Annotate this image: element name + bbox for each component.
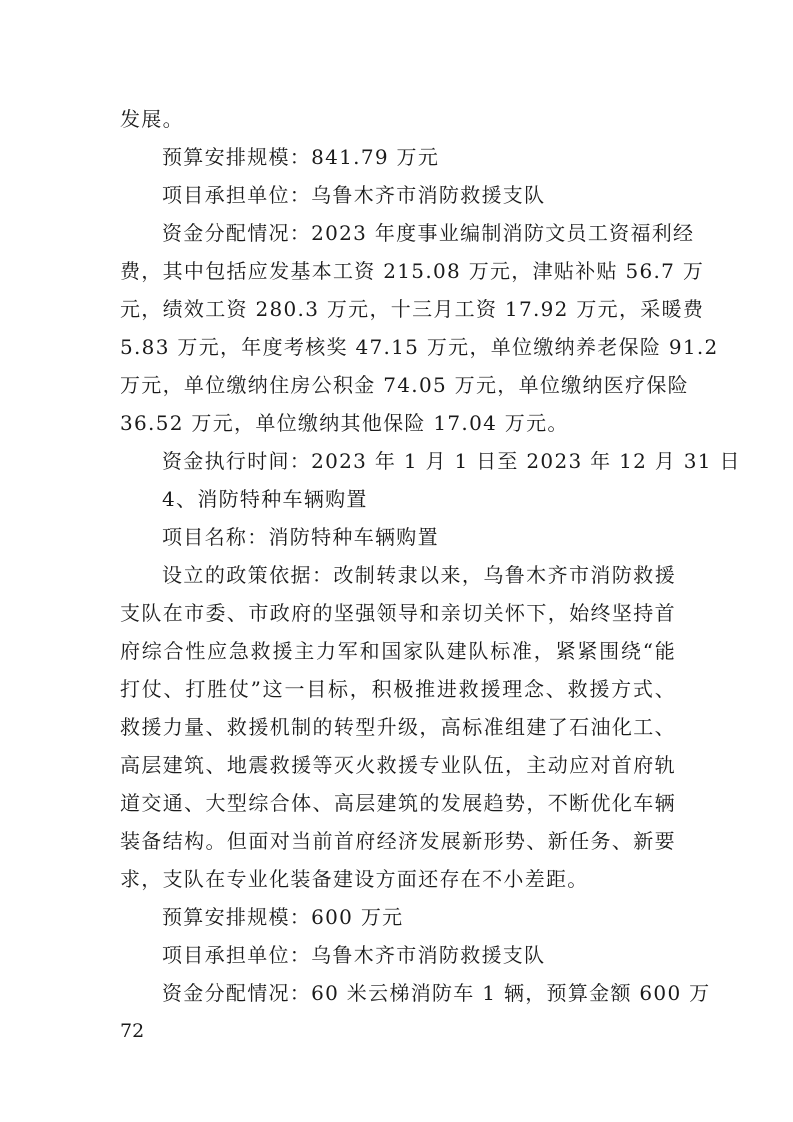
paragraph-line: 36.52 万元，单位缴纳其他保险 17.04 万元。 <box>120 411 569 435</box>
paragraph-line: 元，绩效工资 280.3 万元，十三月工资 17.92 万元，采暖费 <box>120 297 705 321</box>
execution-time-line: 资金执行时间：2023 年 1 月 1 日至 2023 年 12 月 31 日 <box>162 449 741 473</box>
page-number: 72 <box>120 1020 145 1042</box>
paragraph-line: 打仗、打胜仗”这一目标，积极推进救援理念、救援方式、 <box>120 677 676 701</box>
responsible-unit-line: 项目承担单位：乌鲁木齐市消防救援支队 <box>162 943 546 967</box>
paragraph-line: 高层建筑、地震救援等灭火救援专业队伍，主动应对首府轨 <box>120 753 676 777</box>
budget-scale-line: 预算安排规模：841.79 万元 <box>162 145 440 169</box>
paragraph-line: 发展。 <box>120 107 184 131</box>
project-name-line: 项目名称：消防特种车辆购置 <box>162 525 439 549</box>
body-text <box>120 100 741 1012</box>
fund-allocation-line: 资金分配情况：60 米云梯消防车 1 辆，预算金额 600 万 <box>162 981 711 1005</box>
paragraph-line: 装备结构。但面对当前首府经济发展新形势、新任务、新要 <box>120 829 676 853</box>
paragraph-line: 支队在市委、市政府的坚强领导和亲切关怀下，始终坚持首 <box>120 601 676 625</box>
paragraph-line: 万元，单位缴纳住房公积金 74.05 万元，单位缴纳医疗保险 <box>120 373 689 397</box>
paragraph-line: 道交通、大型综合体、高层建筑的发展趋势，不断优化车辆 <box>120 791 676 815</box>
paragraph-line: 费，其中包括应发基本工资 215.08 万元，津贴补贴 56.7 万 <box>120 259 705 283</box>
section-heading: 4、消防特种车辆购置 <box>162 487 368 511</box>
paragraph-line: 求，支队在专业化装备建设方面还存在不小差距。 <box>120 867 589 891</box>
paragraph-line: 府综合性应急救援主力军和国家队建队标准，紧紧围绕“能 <box>120 639 676 663</box>
fund-allocation-line: 资金分配情况：2023 年度事业编制消防文员工资福利经 <box>162 221 695 245</box>
paragraph-line: 5.83 万元，年度考核奖 47.15 万元，单位缴纳养老保险 91.2 <box>120 335 719 359</box>
responsible-unit-line: 项目承担单位：乌鲁木齐市消防救援支队 <box>162 183 546 207</box>
paragraph-line: 救援力量、救援机制的转型升级，高标准组建了石油化工、 <box>120 715 676 739</box>
budget-scale-line: 预算安排规模：600 万元 <box>162 905 404 929</box>
policy-basis-line: 设立的政策依据：改制转隶以来，乌鲁木齐市消防救援 <box>162 563 676 587</box>
